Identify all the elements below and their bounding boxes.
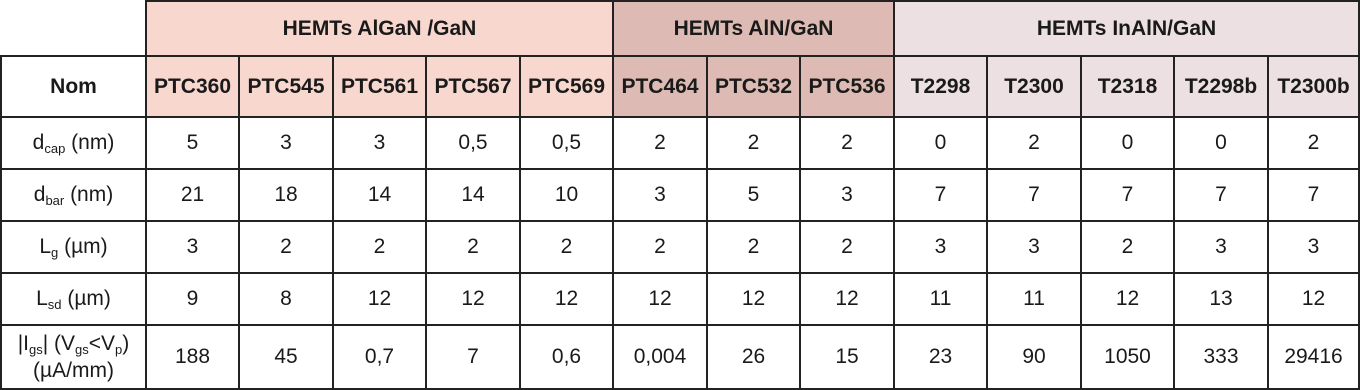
table-cell: 2: [613, 117, 707, 169]
sample-header: T2298b: [1174, 56, 1268, 117]
group-aln-gan: HEMTs AlN/GaN: [613, 1, 894, 56]
name-label: Nom: [1, 56, 146, 117]
table-cell: 0,004: [613, 325, 707, 389]
table-cell: 2: [1268, 117, 1359, 169]
table-cell: 2: [707, 117, 800, 169]
table-cell: 18: [239, 169, 333, 221]
table-row-lg: [1, 221, 1359, 273]
table-cell: 90: [987, 325, 1081, 389]
table-cell: 0,5: [426, 117, 520, 169]
table-cell: 1050: [1081, 325, 1174, 389]
table-cell: 8: [239, 273, 333, 325]
table-cell: 2: [333, 221, 426, 273]
table-cell: 3: [1174, 221, 1268, 273]
table-cell: 0: [1081, 117, 1174, 169]
table-cell: 7: [894, 169, 987, 221]
table-cell: 12: [613, 273, 707, 325]
sample-header: T2298: [894, 56, 987, 117]
table-cell: 3: [987, 221, 1081, 273]
table-cell: 7: [426, 325, 520, 389]
table-cell: 0,7: [333, 325, 426, 389]
table-cell: 12: [707, 273, 800, 325]
table-cell: 3: [239, 117, 333, 169]
table-cell: 2: [426, 221, 520, 273]
table-cell: 12: [426, 273, 520, 325]
table-cell: 26: [707, 325, 800, 389]
table-cell: 23: [894, 325, 987, 389]
table-cell: 3: [1268, 221, 1359, 273]
group-algan-gan: HEMTs AlGaN /GaN: [146, 1, 613, 56]
table-cell: 12: [333, 273, 426, 325]
table-cell: 188: [146, 325, 239, 389]
sample-header: T2300b: [1268, 56, 1359, 117]
table-cell: 21: [146, 169, 239, 221]
row-label-igs: $|I_{gs}|$ $(V_{gs}<V_p)$ (µA/mm): [1, 325, 146, 389]
table-cell: 2: [800, 221, 894, 273]
table-cell: 2: [613, 221, 707, 273]
table-cell: 3: [613, 169, 707, 221]
table-row-igs: [1, 325, 1359, 389]
table-cell: 3: [333, 117, 426, 169]
table-cell: 11: [987, 273, 1081, 325]
table-cell: 5: [707, 169, 800, 221]
table-cell: 2: [800, 117, 894, 169]
row-label-lg: $L_g$ (µm): [1, 221, 146, 273]
sample-header: PTC464: [613, 56, 707, 117]
table-cell: 7: [987, 169, 1081, 221]
sample-header: T2318: [1081, 56, 1174, 117]
table-cell: 333: [1174, 325, 1268, 389]
table-cell: 13: [1174, 273, 1268, 325]
table-row-dcap: [1, 117, 1359, 169]
table-cell: 2: [987, 117, 1081, 169]
row-label-lsd: $L_{sd}$ (µm): [1, 273, 146, 325]
table-cell: 2: [707, 221, 800, 273]
row-label-dbar: $d_{bar}$ (nm): [1, 169, 146, 221]
sample-name-row: [1, 56, 1359, 117]
table-cell: 7: [1268, 169, 1359, 221]
sample-header: PTC569: [520, 56, 613, 117]
group-inaln-gan: HEMTs InAlN/GaN: [894, 1, 1359, 56]
table-cell: 14: [333, 169, 426, 221]
table-row-lsd: [1, 273, 1359, 325]
table-cell: 12: [1268, 273, 1359, 325]
table-cell: 12: [1081, 273, 1174, 325]
sample-header: PTC532: [707, 56, 800, 117]
table-cell: 7: [1081, 169, 1174, 221]
sample-header: T2300: [987, 56, 1081, 117]
table-cell: 12: [800, 273, 894, 325]
table-cell: 3: [800, 169, 894, 221]
table-cell: 2: [1081, 221, 1174, 273]
table-cell: 12: [520, 273, 613, 325]
sample-header: PTC360: [146, 56, 239, 117]
table-cell: 2: [239, 221, 333, 273]
table-cell: 11: [894, 273, 987, 325]
table-cell: 3: [894, 221, 987, 273]
table-cell: 45: [239, 325, 333, 389]
sample-header: PTC567: [426, 56, 520, 117]
table-cell: 0: [1174, 117, 1268, 169]
table-cell: 15: [800, 325, 894, 389]
table-cell: 0,5: [520, 117, 613, 169]
table-row-dbar: [1, 169, 1359, 221]
table-cell: 3: [146, 221, 239, 273]
table-cell: 14: [426, 169, 520, 221]
table-cell: 10: [520, 169, 613, 221]
table-cell: 5: [146, 117, 239, 169]
table-cell: 2: [520, 221, 613, 273]
group-header-row: [1, 1, 1359, 56]
sample-header: PTC561: [333, 56, 426, 117]
sample-header: PTC536: [800, 56, 894, 117]
table-cell: 0,6: [520, 325, 613, 389]
table-cell: 29416: [1268, 325, 1359, 389]
sample-header: PTC545: [239, 56, 333, 117]
row-label-dcap: $d_{cap}$ (nm): [1, 117, 146, 169]
table-cell: 0: [894, 117, 987, 169]
table-cell: 9: [146, 273, 239, 325]
corner-cell: [1, 1, 146, 56]
table-cell: 7: [1174, 169, 1268, 221]
